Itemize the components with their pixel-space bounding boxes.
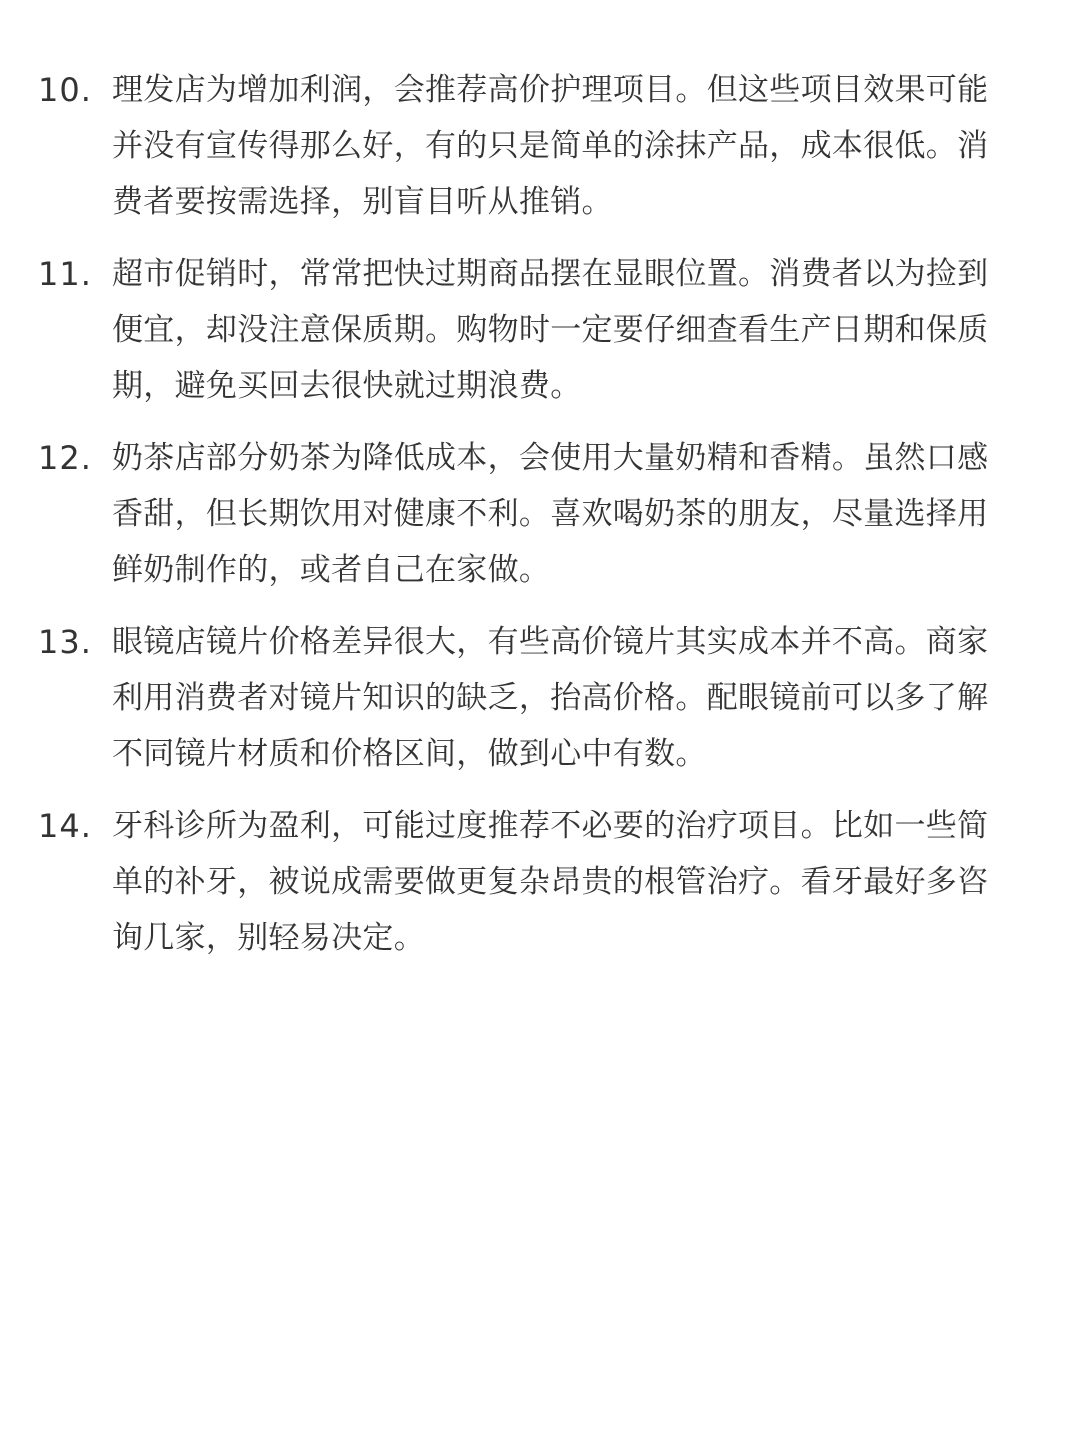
item-number: 10. [38, 71, 92, 109]
item-number: 13. [38, 623, 92, 661]
item-number: 12. [38, 439, 92, 477]
list-item [0, 246, 1080, 430]
list-item [0, 798, 1080, 982]
item-text: 超市促销时，常常把快过期商品摆在显眼位置。消费者以为捡到便宜，却没注意保质期。购物时一定要仔细查看生产日期和保质期，避免买回去很快就过期浪费。 [112, 256, 989, 404]
list-item [0, 62, 1080, 246]
list-item [0, 614, 1080, 798]
tips-list [0, 62, 1080, 982]
item-text: 理发店为增加利润，会推荐高价护理项目。但这些项目效果可能并没有宣传得那么好，有的只是简单的涂抹产品，成本很低。消费者要按需选择，别盲目听从推销。 [112, 72, 989, 220]
item-number: 11. [38, 255, 92, 293]
list-item [0, 430, 1080, 614]
item-text: 牙科诊所为盈利，可能过度推荐不必要的治疗项目。比如一些简单的补牙，被说成需要做更复杂昂贵的根管治疗。看牙最好多咨询几家，别轻易决定。 [112, 808, 989, 956]
item-number: 14. [38, 807, 92, 845]
item-text: 奶茶店部分奶茶为降低成本，会使用大量奶精和香精。虽然口感香甜，但长期饮用对健康不利。喜欢喝奶茶的朋友，尽量选择用鲜奶制作的，或者自己在家做。 [112, 440, 989, 588]
item-text: 眼镜店镜片价格差异很大，有些高价镜片其实成本并不高。商家利用消费者对镜片知识的缺乏，抬高价格。配眼镜前可以多了解不同镜片材质和价格区间，做到心中有数。 [112, 624, 989, 772]
